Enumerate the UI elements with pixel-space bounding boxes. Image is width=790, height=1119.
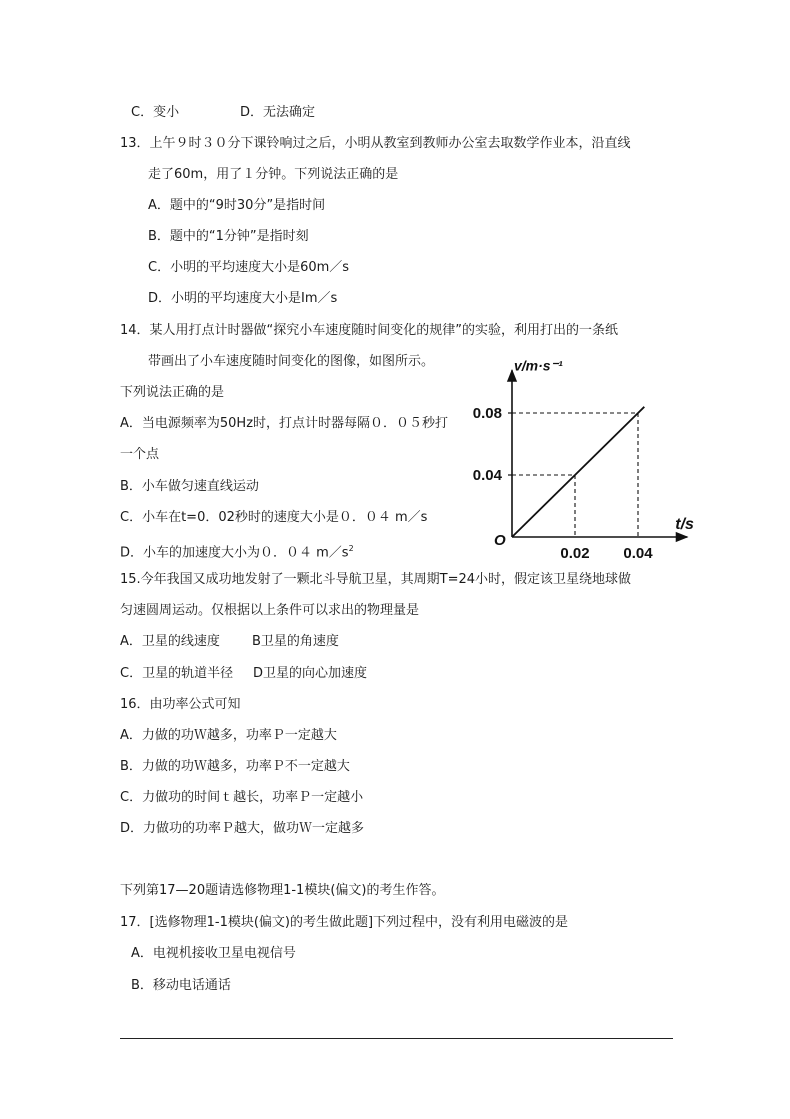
q13-stem-line1: 13．上午９时３０分下课铃响过之后，小明从教室到教师办公室去取数学作业本，沿直线	[120, 136, 631, 151]
x-axis-label: t/s	[675, 516, 694, 533]
q16-option-d: D．力做功的功率Ｐ越大，做功Ｗ一定越多	[120, 821, 365, 836]
q13-option-d: D．小明的平均速度大小是Im／s	[148, 291, 338, 306]
q14-option-a-line1: A．当电源频率为50Hz时，打点计时器每隔０．０５秒打	[120, 416, 449, 431]
q14-stem-line1: 14．某人用打点计时器做“探究小车速度随时间变化的规律”的实验，利用打出的一条纸	[120, 323, 619, 338]
section-note: 下列第17—20题请选修物理1-1模块(偏文)的考生作答。	[120, 883, 445, 898]
q14-option-d-exponent: 2	[348, 544, 354, 553]
q14-stem-line3: 下列说法正确的是	[120, 385, 225, 400]
q15-option-b: B卫星的角速度	[252, 634, 339, 649]
q13-option-a: A．题中的“9时30分”是指时间	[148, 198, 326, 213]
q13-option-c: C．小明的平均速度大小是60m／s	[148, 260, 350, 275]
q17-option-b: B．移动电话通话	[131, 978, 231, 993]
x-tick-label-1: 0.04	[623, 545, 653, 562]
q15-option-d: D卫星的向心加速度	[253, 666, 368, 681]
q15-option-a: A．卫星的线速度	[120, 634, 220, 649]
series-line-0	[512, 407, 644, 537]
x-tick-label-0: 0.02	[560, 545, 590, 562]
footer-rule	[120, 1038, 673, 1039]
q16-option-a: A．力做的功Ｗ越多，功率Ｐ一定越大	[120, 728, 337, 743]
q14-stem-line2: 带画出了小车速度随时间变化的图像，如图所示。	[148, 354, 435, 369]
q16-option-c: C．力做功的时间ｔ越长，功率Ｐ一定越小	[120, 790, 364, 805]
y-tick-label-0: 0.04	[472, 467, 502, 484]
q15-option-c: C．卫星的轨道半径	[120, 666, 234, 681]
q14-option-d-text: D．小车的加速度大小为０．０４ m／s	[120, 545, 349, 561]
y-axis-label: v/m·s⁻¹	[514, 357, 563, 374]
q16-option-b: B．力做的功Ｗ越多，功率Ｐ不一定越大	[120, 759, 350, 774]
q14-option-a-line2: 一个点	[120, 447, 160, 462]
origin-label: O	[494, 532, 506, 549]
q12-option-c: C．变小	[131, 105, 180, 120]
q17-option-a: A．电视机接收卫星电视信号	[131, 946, 296, 961]
q15-stem-line2: 匀速圆周运动。仅根据以上条件可以求出的物理量是	[120, 603, 420, 618]
q16-stem: 16．由功率公式可知	[120, 697, 241, 712]
q14-option-b: B．小车做匀速直线运动	[120, 479, 259, 494]
q14-option-c: C．小车在t=0．02秒时的速度大小是０．０４ m／s	[120, 510, 428, 525]
q12-option-d: D．无法确定	[240, 105, 316, 120]
q15-stem-line1: 15.今年我国又成功地发射了一颗北斗导航卫星，其周期T=24小时，假定该卫星绕地球做	[120, 572, 632, 587]
y-tick-label-1: 0.08	[472, 405, 502, 422]
q17-stem: 17．[选修物理1-1模块(偏文)的考生做此题]下列过程中，没有利用电磁波的是	[120, 915, 569, 930]
q13-option-b: B．题中的“1分钟”是指时刻	[148, 229, 309, 244]
q13-stem-line2: 走了60m，用了１分钟。下列说法正确的是	[148, 167, 399, 182]
q14-option-d	[120, 539, 354, 563]
